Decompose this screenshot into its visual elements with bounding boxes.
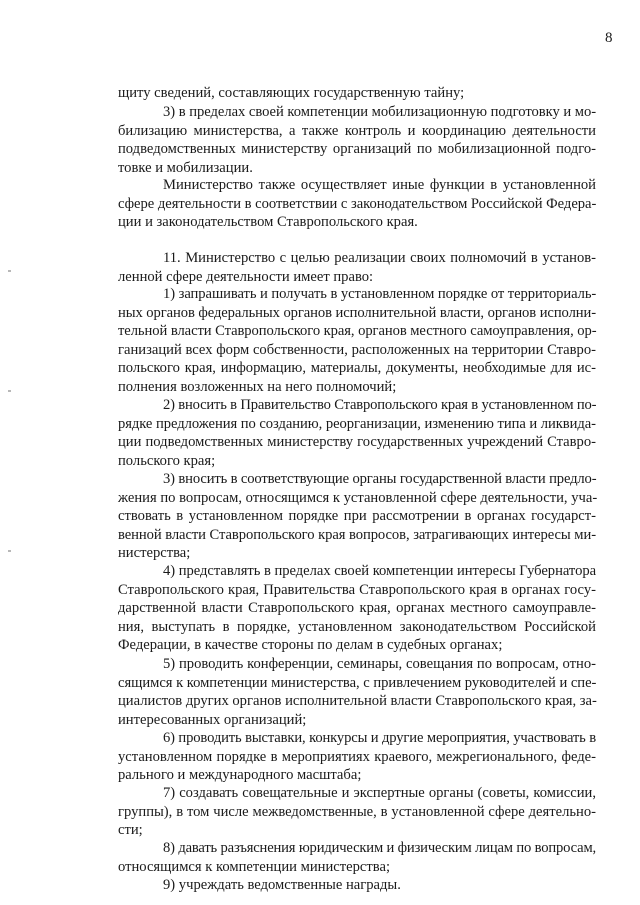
paragraph-item-7 bbox=[118, 784, 596, 840]
text-line: 6) проводить выставки, конкурсы и другие мероприятия, участвовать в bbox=[163, 730, 596, 746]
text-line: ции подведомственных министерству государственных учреждений Ставро- bbox=[118, 434, 596, 451]
paragraph-continuation bbox=[118, 84, 596, 103]
text-line: 3) вносить в соответствующие органы государственной власти предло- bbox=[163, 471, 597, 487]
text-line: ния, выступать в порядке, установленном законодательством Российской bbox=[118, 618, 596, 635]
text-line: установленном порядке в мероприятиях краевого, межрегионального, феде- bbox=[118, 748, 596, 765]
text-line: относящимся к компетенции министерства; bbox=[118, 858, 391, 875]
text-line: товке и мобилизации. bbox=[118, 159, 253, 176]
text-line: ствовать в установленном порядке при рассмотрении в органах государст- bbox=[118, 508, 596, 525]
text-line: полнения возложенных на него полномочий; bbox=[118, 378, 397, 395]
text-line: сфере деятельности в соответствии с законодательством Российской Федера- bbox=[118, 195, 597, 212]
text-line: Министерство также осуществляет иные функции в установленной bbox=[163, 177, 596, 193]
text-line: Федерации, в качестве стороны по делам в судебных органах; bbox=[118, 637, 503, 654]
text-line: билизацию министерства, а также контроль и координацию деятельности bbox=[118, 122, 596, 139]
text-line: рального и международного масштаба; bbox=[118, 767, 362, 784]
paragraph-section-11 bbox=[118, 249, 596, 286]
text-line: дарственной власти Ставропольского края, органах местного самоуправле- bbox=[118, 600, 596, 617]
paragraph-item-8 bbox=[118, 839, 596, 876]
text-line: рядке предложения по созданию, реорганизации, изменению типа и ликвида- bbox=[118, 415, 596, 432]
paragraph-item-1 bbox=[118, 285, 596, 397]
text-line: Ставропольского края, Правительства Ставропольского края в органах госу- bbox=[118, 581, 596, 598]
text-line: ганизаций всех форм собственности, расположенных на территории Ставро- bbox=[118, 341, 596, 358]
text-line: сящимся к компетенции министерства, с привлечением руководителей и спе- bbox=[118, 674, 597, 691]
text-line: 2) вносить в Правительство Ставропольского края в установленном по- bbox=[163, 397, 597, 413]
text-line: 4) представлять в пределах своей компетенции интересы Губернатора bbox=[163, 563, 597, 579]
text-line: подведомственных министерству организаций по мобилизационной подго- bbox=[118, 141, 596, 158]
text-line: тельной власти Ставропольского края, органов местного самоуправления, ор- bbox=[118, 323, 597, 340]
text-line: группы), в том числе межведомственные, в установленной сфере деятельно- bbox=[118, 803, 596, 820]
page-number: 8 bbox=[605, 30, 613, 46]
text-line: 9) учреждать ведомственные награды. bbox=[163, 877, 401, 893]
text-line: 3) в пределах своей компетенции мобилизационную подготовку и мо- bbox=[163, 104, 597, 120]
paragraph-item-2 bbox=[118, 396, 596, 470]
text-line: ции и законодательством Ставропольского края. bbox=[118, 214, 418, 231]
text-line: ленной сфере деятельности имеет право: bbox=[118, 268, 374, 285]
paragraph-item-3 bbox=[118, 470, 596, 563]
text-line: 7) создавать совещательные и экспертные органы (советы, комиссии, bbox=[163, 785, 596, 801]
text-line: жения по вопросам, относящимся к установленной сфере деятельности, уча- bbox=[118, 489, 598, 506]
paragraph-item-4 bbox=[118, 562, 596, 655]
text-line: венной власти Ставропольского края вопросов, затрагивающих интересы ми- bbox=[118, 526, 596, 543]
text-line: 11. Министерство с целью реализации своих полномочий в установ- bbox=[163, 250, 596, 266]
paragraph-item-3-mobilization bbox=[118, 103, 596, 177]
text-line: сти; bbox=[118, 822, 143, 839]
paragraph-item-5 bbox=[118, 655, 596, 729]
text-line: 5) проводить конференции, семинары, совещания по вопросам, отно- bbox=[163, 656, 596, 672]
text-line: щиту сведений, составляющих государственную тайну; bbox=[118, 85, 465, 101]
text-line: 1) запрашивать и получать в установленном порядке от территориаль- bbox=[163, 286, 597, 302]
text-line: 8) давать разъяснения юридическим и физическим лицам по вопросам, bbox=[163, 840, 596, 856]
scan-speck bbox=[8, 550, 11, 552]
paragraph-other-functions bbox=[118, 176, 596, 232]
scan-artifacts bbox=[8, 270, 14, 570]
text-line: интересованных организаций; bbox=[118, 711, 307, 728]
text-line: польского края; bbox=[118, 452, 216, 469]
scan-speck bbox=[8, 270, 11, 272]
text-line: ных органов федеральных органов исполнительной власти, органов исполни- bbox=[118, 304, 596, 321]
text-line: нистерства; bbox=[118, 545, 191, 562]
paragraph-item-9 bbox=[118, 876, 596, 895]
paragraph-item-6 bbox=[118, 729, 596, 785]
text-line: циалистов других органов исполнительной власти Ставропольского края, за- bbox=[118, 693, 597, 710]
text-line: польского края, информацию, материалы, документы, необходимые для ис- bbox=[118, 360, 596, 377]
scan-speck bbox=[8, 390, 11, 392]
